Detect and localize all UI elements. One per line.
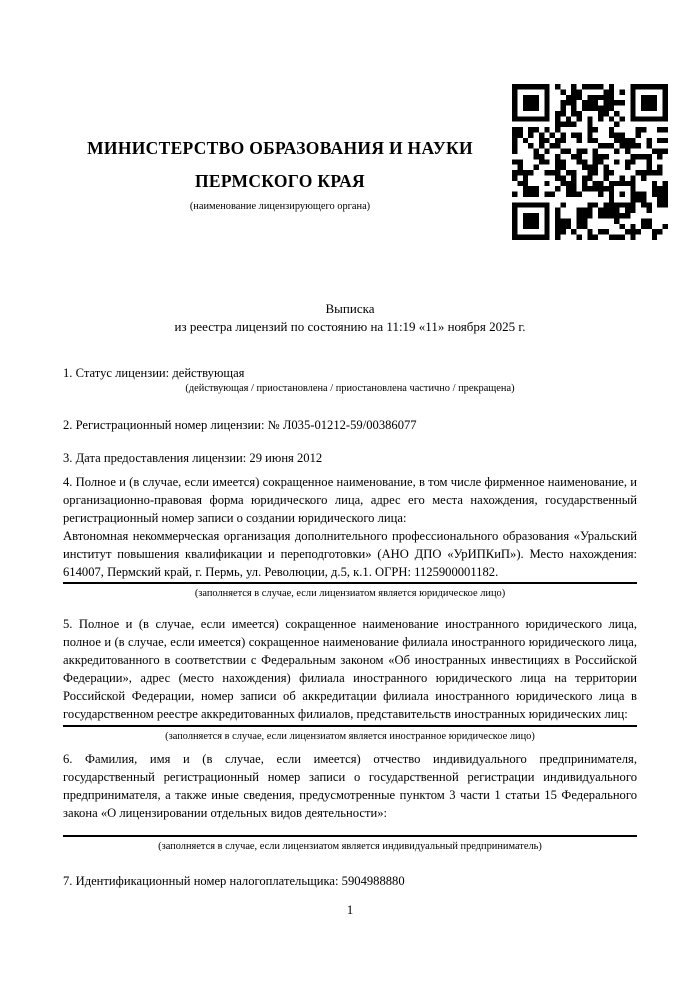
foreign-entity-caption: (заполняется в случае, если лицензиатом является иностранное юридическое лицо): [165, 731, 535, 742]
license-status-section: [63, 364, 637, 396]
fill-in-line: [63, 725, 637, 727]
individual-entrepreneur-question: 6. Фамилия, имя и (в случае, если имеется) отчество индивидуального предпринимателя, государственный регистрационный номер записи о государственной регистрации индивидуального предпринимателя, а также иные сведения, предусмотренные пунктом 3 части 1 статьи 15 Федерального закона «О лицензировании отдельных видов деятельности»:: [63, 752, 637, 820]
document-body: [63, 364, 637, 919]
foreign-entity-section: [63, 615, 637, 744]
licensing-authority-header: [0, 132, 560, 214]
ministry-name-line1: МИНИСТЕРСТВО ОБРАЗОВАНИЯ И НАУКИ: [87, 138, 473, 158]
page-number: 1: [346, 903, 354, 917]
legal-entity-section: [63, 473, 637, 601]
individual-entrepreneur-section: [63, 750, 637, 854]
license-status-line: 1. Статус лицензии: действующая: [63, 366, 245, 380]
ministry-name-line2: ПЕРМСКОГО КРАЯ: [195, 171, 365, 191]
legal-entity-question: 4. Полное и (в случае, если имеется) сокращенное наименование, в том числе фирменное наименование, и организационно-правовая форма юридического лица, адрес его места нахождения, государственный регистрационный номер записи о создании юридического лица:: [63, 475, 637, 525]
document-title-line1: Выписка: [325, 301, 375, 316]
document-title: [0, 300, 700, 336]
legal-entity-caption: (заполняется в случае, если лицензиатом является юридическое лицо): [194, 588, 506, 599]
fill-in-line: [63, 835, 637, 837]
license-date-line: 3. Дата предоставления лицензии: 29 июня 2012: [63, 451, 323, 465]
document-title-line2: из реестра лицензий по состоянию на 11:19 «11» ноября 2025 г.: [174, 319, 526, 334]
license-status-note: (действующая / приостановлена / приостановлена частично / прекращена): [185, 383, 515, 394]
legal-entity-value: Автономная некоммерческая организация дополнительного профессионального образования «Уральский институт повышения квалификации и переподготовки» (АНО ДПО «УрИПКиП»). Место нахождения: 614007, Пермский край, г. Пермь, ул. Революции, д.5, к.1. ОГРН: 1125900001182.: [63, 529, 637, 579]
taxpayer-number-line: 7. Идентификационный номер налогоплательщика: 5904988880: [63, 874, 405, 888]
individual-entrepreneur-caption: (заполняется в случае, если лицензиатом является индивидуальный предприниматель): [158, 841, 542, 852]
registration-number-section: [63, 416, 637, 434]
registration-number-line: 2. Регистрационный номер лицензии: № Л035-01212-59/00386077: [63, 418, 417, 432]
fill-in-line: [63, 582, 637, 584]
foreign-entity-question: 5. Полное и (в случае, если имеется) сокращенное наименование иностранного юридического лица, полное и (в случае, если имеется) сокращенное наименование филиала иностранного юридического лица, аккредитованного в соответствии с Федеральным законом «Об иностранных инвестициях в Российской Федерации», адрес (место нахождения) филиала иностранного юридического лица на территории Российской Федерации, номер записи об аккредитации филиала иностранного юридического лица в государственном реестре аккредитованных филиалов, представительств иностранных юридических лиц:: [63, 617, 637, 721]
ministry-caption: (наименование лицензирующего органа): [189, 201, 371, 212]
taxpayer-number-section: [63, 872, 637, 890]
license-date-section: [63, 449, 637, 467]
